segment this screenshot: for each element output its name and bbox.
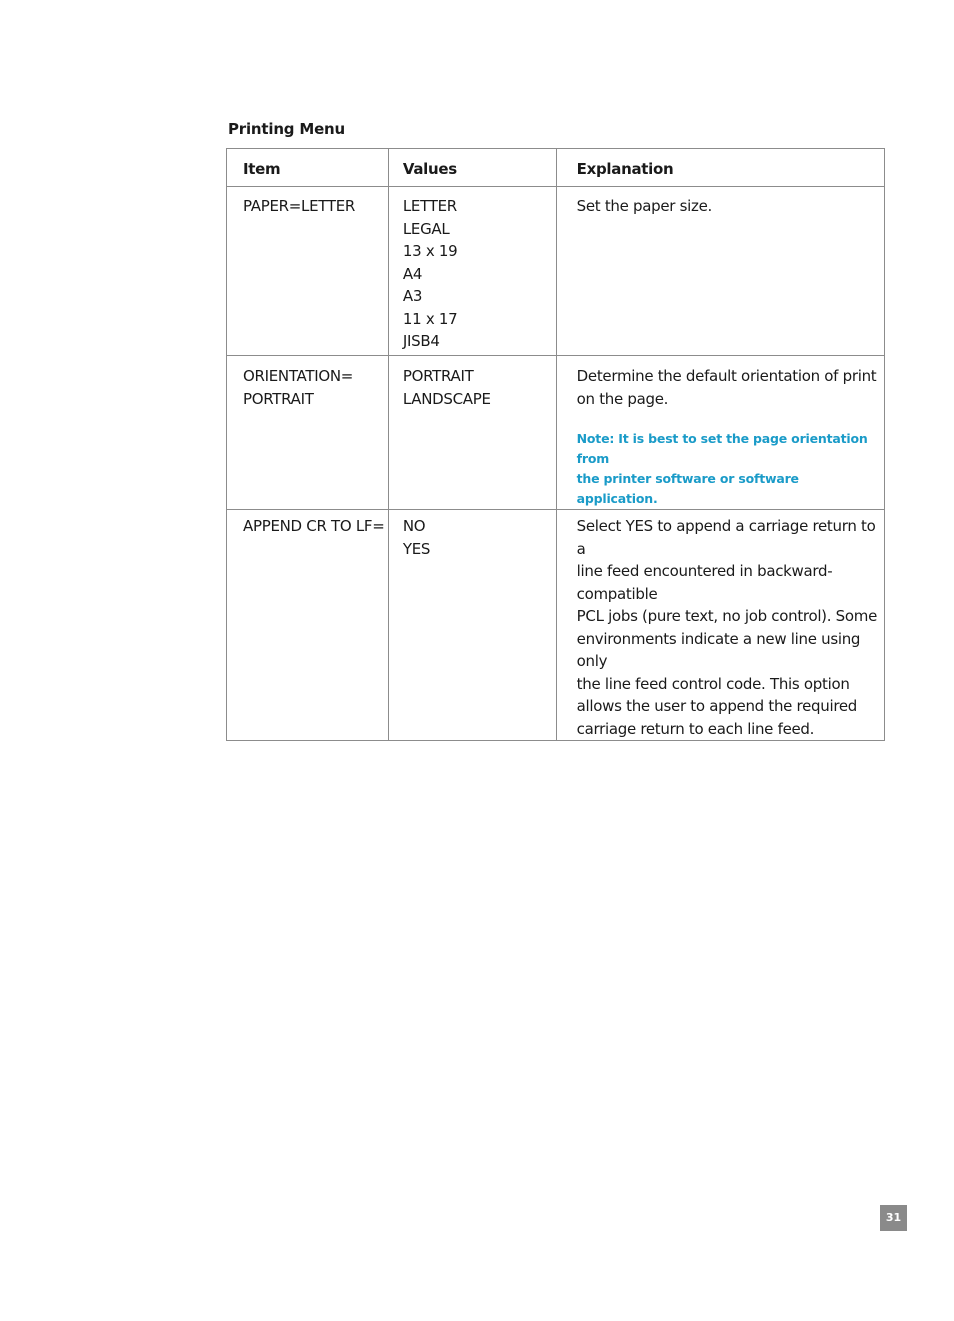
explanation-text: Select YES to append a carriage return to a (576, 517, 876, 558)
value-option: YES (402, 539, 431, 558)
explanation-text: Determine the default orientation of print (576, 367, 877, 385)
value-option: A3 (402, 287, 423, 305)
value-option: JISB4 (402, 332, 440, 350)
item-text: ORIENTATION= (243, 367, 354, 385)
explanation-text: environments indicate a new line using only (576, 629, 861, 670)
value-option: 13 x 19 (402, 242, 458, 260)
explanation-text: the line feed control code. This option (576, 674, 850, 693)
value-option: A4 (402, 264, 423, 283)
explanation-text: on the page. (576, 389, 669, 408)
explanation-text: Set the paper size. (576, 197, 712, 215)
explanation-cell (556, 356, 884, 510)
item-text: PORTRAIT (243, 389, 314, 408)
value-option: NO (402, 517, 426, 535)
explanation-text: allows the user to append the required (576, 697, 858, 715)
table-row (227, 187, 885, 356)
header-explanation: Explanation (556, 149, 884, 187)
values-cell (388, 187, 556, 356)
explanation-cell (556, 510, 884, 741)
explanation-text: carriage return to each line feed. (576, 719, 815, 738)
item-cell (227, 187, 389, 356)
value-option: PORTRAIT (402, 367, 474, 385)
values-cell (388, 356, 556, 510)
item-cell (227, 510, 389, 741)
table-header-row (227, 149, 885, 187)
item-cell (227, 356, 389, 510)
table-row (227, 356, 885, 510)
value-option: 11 x 17 (402, 309, 458, 328)
values-cell (388, 510, 556, 741)
explanation-text: PCL jobs (pure text, no job control). Some (576, 607, 878, 625)
section-title: Printing Menu (228, 120, 346, 138)
header-values: Values (388, 149, 556, 187)
item-text: APPEND CR TO LF= (243, 517, 385, 535)
item-text: PAPER=LETTER (243, 197, 356, 215)
explanation-text: line feed encountered in backward-compatible (576, 562, 833, 603)
value-option: LANDSCAPE (402, 389, 491, 408)
page-number-badge: 31 (880, 1205, 907, 1231)
header-item: Item (227, 149, 389, 187)
table-row (227, 510, 885, 741)
printing-menu-table (226, 148, 885, 741)
orientation-note (577, 429, 878, 509)
value-option: LETTER (402, 197, 457, 215)
note-text: Note: It is best to set the page orientation from (576, 431, 868, 466)
explanation-cell (556, 187, 884, 356)
value-option: LEGAL (402, 219, 450, 238)
note-text: the printer software or software application. (576, 471, 799, 506)
